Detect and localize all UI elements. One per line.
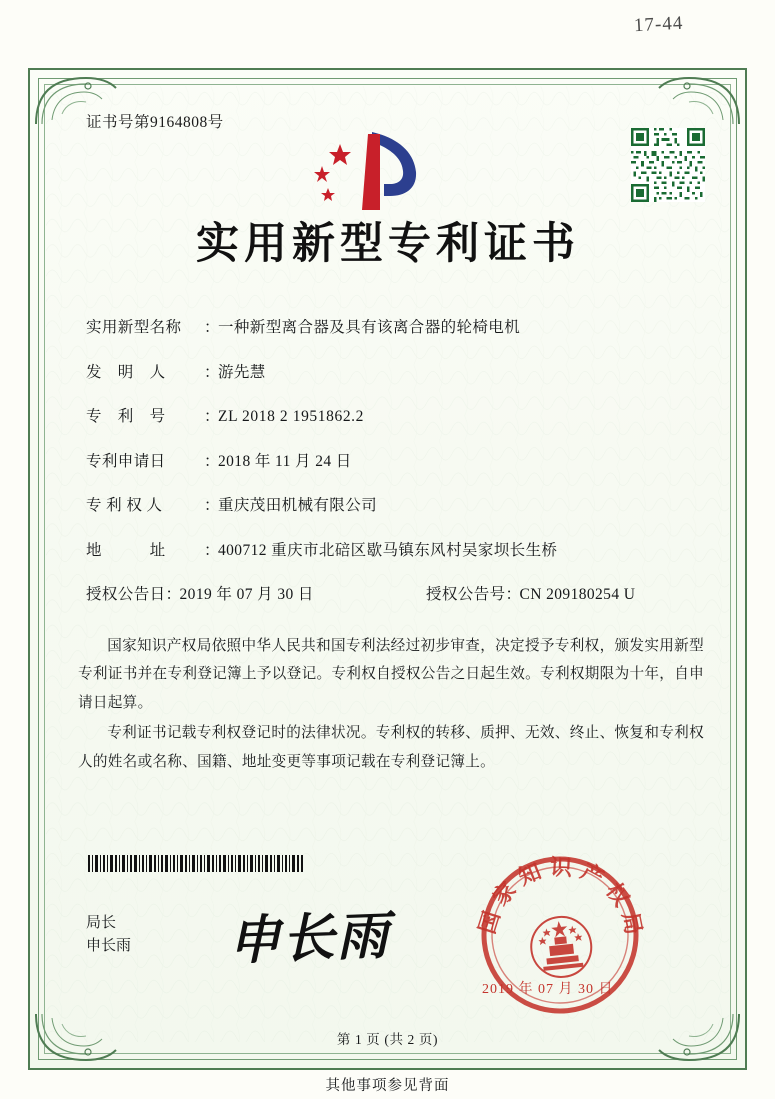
- grant-date-cell: [86, 582, 426, 604]
- handwritten-corner-note: 17-44: [633, 12, 684, 37]
- field-label: 专利申请日: [86, 452, 166, 470]
- field-label: 专 利 权 人: [86, 497, 163, 514]
- field-value: 400712 重庆市北碚区歇马镇东风村吴家坝长生桥: [218, 541, 558, 559]
- field-row: [86, 449, 718, 471]
- director-title-label: 局长: [86, 915, 117, 931]
- field-value: 重庆茂田机械有限公司: [218, 497, 378, 514]
- page-title: 实用新型专利证书: [196, 221, 580, 268]
- grant-date-colon: ：: [165, 586, 182, 603]
- grant-number-cell: [426, 582, 635, 604]
- grant-number-label: 授权公告号: [426, 586, 506, 603]
- handwritten-signature: 申长雨: [227, 908, 392, 971]
- field-row: [86, 404, 718, 426]
- grant-row: [86, 582, 718, 604]
- field-label: 发 明 人: [86, 363, 166, 381]
- grant-number-colon: ：: [505, 586, 522, 603]
- certificate-number: 证书号第9164808号: [86, 114, 224, 131]
- field-value: 2018 年 11 月 24 日: [218, 452, 352, 470]
- field-label: 实用新型名称: [86, 319, 182, 336]
- svg-text:国家知识产权局: 国家知识产权局: [474, 854, 648, 944]
- field-label: 地 址: [86, 541, 166, 559]
- seal-date: 2019 年 07 月 30 日: [482, 982, 614, 997]
- legal-text: [78, 632, 704, 776]
- field-colon: ：: [204, 452, 220, 470]
- field-label: 专 利 号: [86, 408, 166, 425]
- field-row: [86, 360, 718, 382]
- field-value: ZL 2018 2 1951862.2: [218, 408, 365, 425]
- field-colon: ：: [204, 319, 220, 336]
- field-row: [86, 493, 718, 515]
- field-row: [86, 315, 718, 337]
- signature-block: [86, 912, 131, 959]
- field-colon: ：: [204, 408, 220, 425]
- page-number: 第 1 页 (共 2 页): [336, 1032, 439, 1047]
- grant-date-label: 授权公告日: [86, 586, 166, 603]
- field-colon: ：: [204, 541, 220, 559]
- legal-paragraph: 专利证书记载专利权登记时的法律状况。专利权的转移、质押、无效、终止、恢复和专利权人的姓名或名称、国籍、地址变更等事项记载在专利登记簿上。: [78, 725, 704, 770]
- grant-number-value: CN 209180254 U: [519, 586, 636, 603]
- certificate-content: [58, 110, 718, 778]
- field-colon: ：: [204, 497, 220, 514]
- official-seal: [470, 845, 650, 1025]
- footer-note: 其他事项参见背面: [325, 1078, 450, 1094]
- grant-date-value: 2019 年 07 月 30 日: [179, 586, 314, 603]
- field-value: 一种新型离合器及具有该离合器的轮椅电机: [218, 319, 521, 336]
- director-name-label: 申长雨: [86, 938, 132, 955]
- field-row: [86, 538, 718, 560]
- field-list: [86, 315, 718, 604]
- barcode: [88, 855, 304, 872]
- legal-paragraph: 国家知识产权局依照中华人民共和国专利法经过初步审查，决定授予专利权，颁发实用新型专利证书并在专利登记簿上予以登记。专利权自授权公告之日起生效。专利权期限为十年，自申请日起算。: [78, 638, 704, 711]
- field-value: 游先慧: [218, 363, 266, 381]
- field-colon: ：: [204, 363, 220, 381]
